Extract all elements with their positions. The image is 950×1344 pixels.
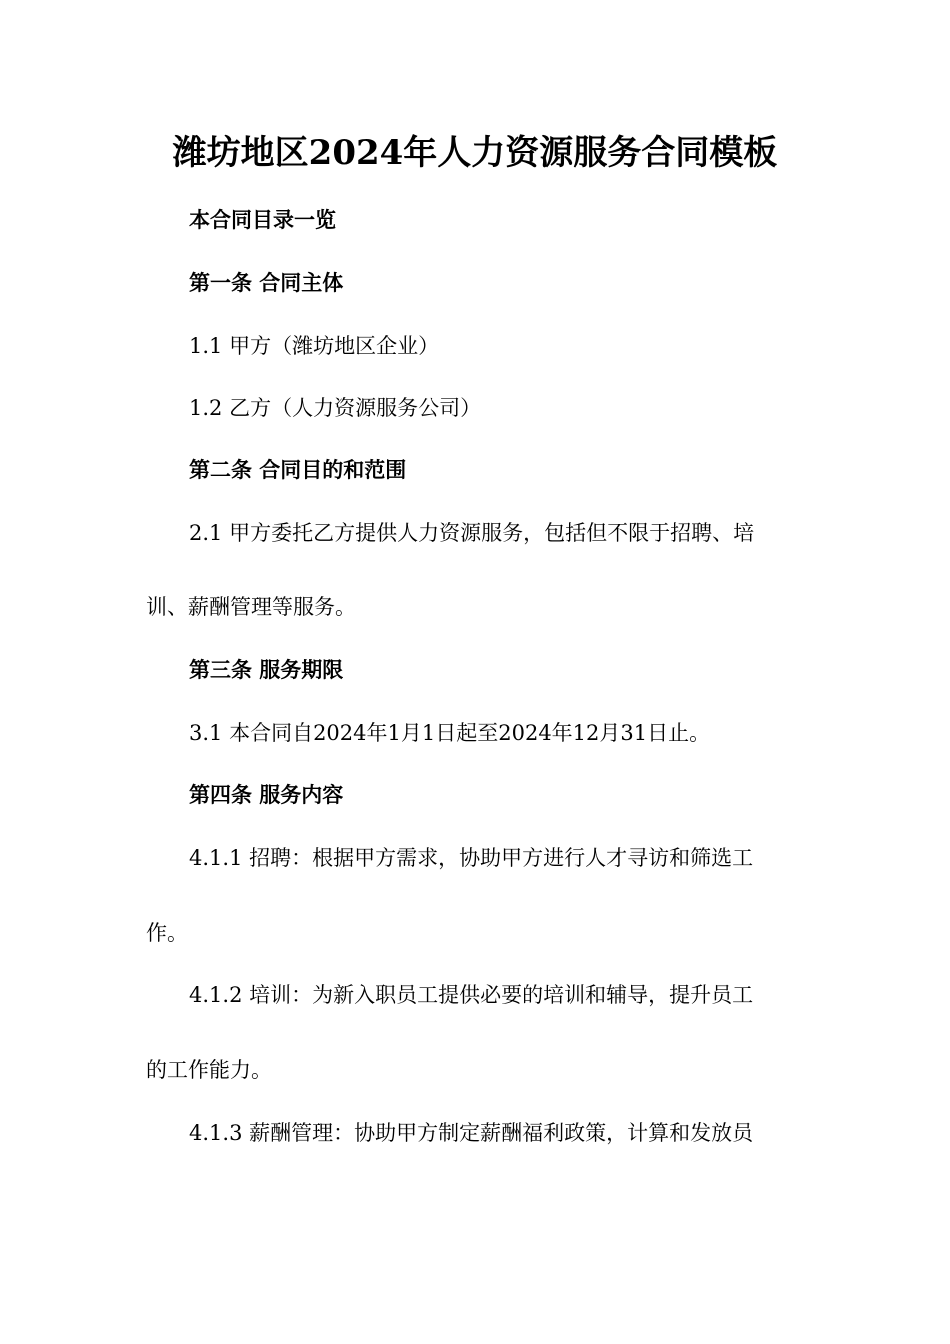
- clause-1-1: 1.1 甲方（潍坊地区企业）: [189, 334, 440, 358]
- article-2-heading: 第二条 合同目的和范围: [189, 457, 407, 482]
- toc-heading: 本合同目录一览: [189, 207, 336, 232]
- document-title: 潍坊地区2024年人力资源服务合同模板: [172, 133, 778, 173]
- clause-4-1-3-line1: 4.1.3 薪酬管理：协助甲方制定薪酬福利政策，计算和发放员: [189, 1121, 754, 1145]
- clause-4-1-2-line2: 的工作能力。: [146, 1058, 272, 1082]
- clause-3-1: 3.1 本合同自2024年1月1日起至2024年12月31日止。: [189, 721, 711, 745]
- clause-4-1-1-line1: 4.1.1 招聘：根据甲方需求，协助甲方进行人才寻访和筛选工: [189, 846, 754, 870]
- article-3-heading: 第三条 服务期限: [189, 657, 344, 682]
- clause-2-1-line2: 训、薪酬管理等服务。: [146, 595, 356, 619]
- clause-4-1-2-line1: 4.1.2 培训：为新入职员工提供必要的培训和辅导，提升员工: [189, 983, 754, 1007]
- article-4-heading: 第四条 服务内容: [189, 782, 344, 807]
- clause-4-1-1-line2: 作。: [146, 921, 188, 945]
- clause-1-2: 1.2 乙方（人力资源服务公司）: [189, 396, 482, 420]
- clause-2-1-line1: 2.1 甲方委托乙方提供人力资源服务，包括但不限于招聘、培: [189, 521, 755, 545]
- article-1-heading: 第一条 合同主体: [189, 270, 344, 295]
